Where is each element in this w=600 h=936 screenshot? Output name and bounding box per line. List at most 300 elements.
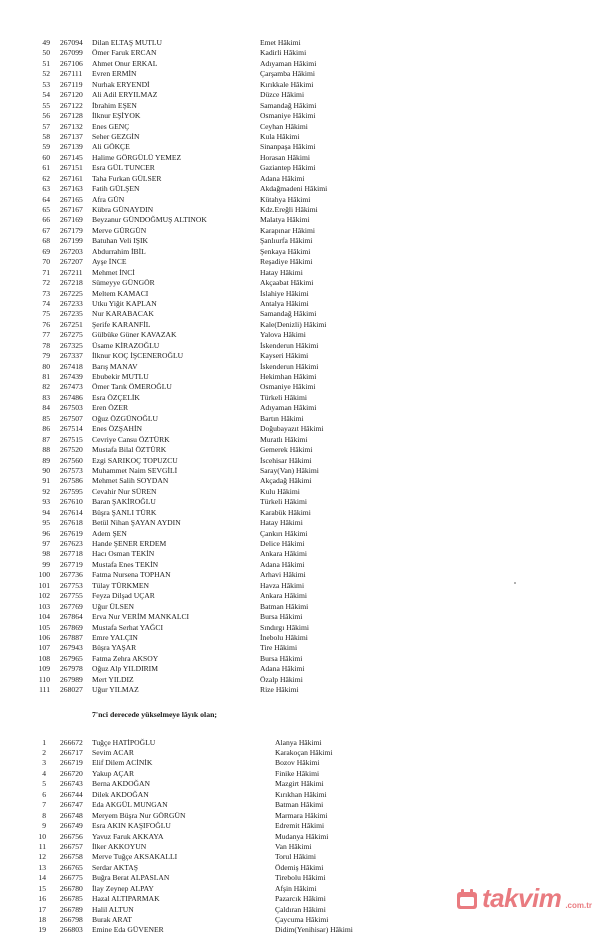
registry-number: 267137 xyxy=(60,131,83,141)
assigned-court: Batman Hâkimi xyxy=(275,800,324,810)
judge-name: Taha Furkan GÜLSER xyxy=(92,173,162,183)
judge-name: Halime GÖRGÜLÜ YEMEZ xyxy=(92,152,182,162)
row-number: 93 xyxy=(42,497,50,507)
registry-number: 266775 xyxy=(60,873,83,883)
judge-name: Abdurrahim İBİL xyxy=(92,246,146,256)
judge-name: Tülay TÜRKMEN xyxy=(92,580,150,590)
list-row xyxy=(0,456,600,466)
scan-speck xyxy=(514,582,516,584)
assigned-court: Bozov Hâkimi xyxy=(275,758,320,768)
registry-number: 267122 xyxy=(60,100,83,110)
row-number: 14 xyxy=(38,873,46,883)
document-page xyxy=(0,38,600,936)
row-number: 97 xyxy=(42,539,50,548)
list-row xyxy=(0,487,600,497)
assigned-court: Kütahya Hâkimi xyxy=(260,194,311,204)
registry-number: 267619 xyxy=(60,528,83,538)
watermark-suffix: .com.tr xyxy=(565,901,592,910)
judge-name: Fatma Nursena TOPHAN xyxy=(92,570,171,580)
judge-name: Kübra GÜNAYDIN xyxy=(92,205,154,214)
judge-name: Evren ERMİN xyxy=(92,69,137,79)
judge-name: Hacı Osman TEKİN xyxy=(92,549,155,559)
assigned-court: Karakoçan Hâkimi xyxy=(275,748,333,757)
assigned-court: Türkeli Hâkimi xyxy=(260,392,308,402)
judge-name: Büşra ŞANLI TÜRK xyxy=(92,507,157,517)
judge-name: Gülbüke Güner KAVAZAK xyxy=(92,330,177,340)
registry-number: 267128 xyxy=(60,111,83,121)
judge-name: Oğuz Alp YILDIRIM xyxy=(92,664,158,674)
list-row xyxy=(0,497,600,507)
assigned-court: Adana Hâkimi xyxy=(260,664,305,674)
list-row xyxy=(0,236,600,246)
row-number: 81 xyxy=(42,372,50,381)
judge-name: İlay Zeynep ALPAY xyxy=(92,883,154,893)
list-row xyxy=(0,811,600,821)
row-number: 9 xyxy=(42,821,46,831)
row-number: 72 xyxy=(42,278,50,288)
judge-name: Batuhan Veli IŞIK xyxy=(92,236,148,246)
registry-number: 267203 xyxy=(60,246,83,256)
row-number: 92 xyxy=(42,486,50,496)
registry-number: 267139 xyxy=(60,142,83,152)
judge-name: Erva Nur VERİM MANKALCI xyxy=(92,612,190,622)
list-row xyxy=(0,268,600,278)
judge-name: Meryem Büşra Nur GÖRGÜN xyxy=(92,810,186,820)
assigned-court: Adana Hâkimi xyxy=(260,173,305,183)
row-number: 15 xyxy=(38,883,46,893)
list-row xyxy=(0,80,600,90)
assigned-court: Kırıkkale Hâkimi xyxy=(260,79,314,89)
list-row xyxy=(0,633,600,643)
row-number: 54 xyxy=(42,90,50,100)
list-row xyxy=(0,424,600,434)
assigned-court: Horasan Hâkimi xyxy=(260,152,310,162)
registry-number: 267218 xyxy=(60,278,83,288)
row-number: 13 xyxy=(38,862,46,872)
assigned-court: Didim(Yenihisar) Hâkimi xyxy=(275,925,353,935)
assigned-court: Karapınar Hâkimi xyxy=(260,225,316,235)
assigned-court: Doğubayazıt Hâkimi xyxy=(260,424,324,434)
assigned-court: İslahiye Hâkimi xyxy=(260,288,309,298)
judge-name: Barış MANAV xyxy=(92,361,138,371)
assigned-court: Rize Hâkimi xyxy=(260,685,299,695)
registry-number: 267161 xyxy=(60,173,83,183)
row-number: 109 xyxy=(38,664,50,674)
assigned-court: Kayseri Hâkimi xyxy=(260,351,309,361)
list-row xyxy=(0,278,600,288)
assigned-court: Hatay Hâkimi xyxy=(260,267,303,277)
registry-number: 267211 xyxy=(60,267,83,277)
list-row xyxy=(0,623,600,633)
judge-name: Sevim ACAR xyxy=(92,748,134,757)
list-row xyxy=(0,915,600,925)
list-row xyxy=(0,38,600,48)
assigned-court: Adıyaman Hâkimi xyxy=(260,58,317,68)
registry-number: 267718 xyxy=(60,549,83,559)
list-row xyxy=(0,362,600,372)
row-number: 19 xyxy=(38,925,46,935)
assigned-court: Havza Hâkimi xyxy=(260,580,305,590)
registry-number: 267167 xyxy=(60,205,83,214)
list-row xyxy=(0,309,600,319)
assigned-court: İskenderun Hâkimi xyxy=(260,340,319,350)
judge-name: Muhammet Naim SEVGİLİ xyxy=(92,465,178,475)
row-number: 11 xyxy=(38,841,46,851)
list-row xyxy=(0,738,600,748)
registry-number: 267179 xyxy=(60,225,83,235)
assigned-court: Adıyaman Hâkimi xyxy=(260,403,317,413)
row-number: 55 xyxy=(42,100,50,110)
judge-name: Tuğçe HATİPOĞLU xyxy=(92,737,156,747)
assigned-court: Gaziantep Hâkimi xyxy=(260,163,316,173)
list-row xyxy=(0,132,600,142)
assigned-court: Kdz.Ereğli Hâkimi xyxy=(260,205,318,214)
registry-number: 267151 xyxy=(60,163,83,173)
row-number: 4 xyxy=(42,768,46,778)
list-row xyxy=(0,539,600,549)
assigned-court: Düzce Hâkimi xyxy=(260,90,305,100)
registry-number: 267275 xyxy=(60,330,83,340)
assigned-court: Bartın Hâkimi xyxy=(260,413,304,423)
row-number: 17 xyxy=(38,904,46,914)
assigned-court: Samandağ Hâkimi xyxy=(260,100,317,110)
list-row xyxy=(0,59,600,69)
registry-number: 267163 xyxy=(60,184,83,194)
judge-name: Burak ARAT xyxy=(92,915,132,924)
list-row xyxy=(0,758,600,768)
list-row xyxy=(0,257,600,267)
list-row xyxy=(0,69,600,79)
judge-name: Ebubekir MUTLU xyxy=(92,372,149,381)
judge-name: Eren ÖZER xyxy=(92,403,129,413)
row-number: 2 xyxy=(42,748,46,757)
assigned-court: Pazarcık Hâkimi xyxy=(275,894,326,904)
judge-name: Merve Tuğçe AKSAKALLI xyxy=(92,852,178,862)
list-row xyxy=(0,842,600,852)
list-row xyxy=(0,48,600,58)
row-number: 111 xyxy=(39,685,50,695)
row-number: 99 xyxy=(42,559,50,569)
row-number: 53 xyxy=(42,79,50,89)
list-row xyxy=(0,643,600,653)
row-number: 79 xyxy=(42,351,50,361)
list-row xyxy=(0,341,600,351)
registry-number: 267507 xyxy=(60,413,83,423)
list-row xyxy=(0,299,600,309)
registry-number: 267755 xyxy=(60,591,83,601)
list-row xyxy=(0,153,600,163)
row-number: 105 xyxy=(38,622,50,632)
row-number: 52 xyxy=(42,69,50,79)
registry-number: 266757 xyxy=(60,841,83,851)
registry-number: 267418 xyxy=(60,361,83,371)
judge-name: Fatma Zehra AKSOY xyxy=(92,653,159,663)
assigned-court: Reşadiye Hâkimi xyxy=(260,257,313,267)
assigned-court: Emet Hâkimi xyxy=(260,38,301,47)
registry-number: 267719 xyxy=(60,559,83,569)
assigned-court: Saray(Van) Hâkimi xyxy=(260,465,319,475)
row-number: 50 xyxy=(42,48,50,58)
list-row xyxy=(0,654,600,664)
row-number: 12 xyxy=(38,852,46,862)
section-heading: 7'nci derecede yükselmeye lâyık olan; xyxy=(92,709,218,719)
list-row xyxy=(0,247,600,257)
list-row xyxy=(0,226,600,236)
registry-number: 267207 xyxy=(60,257,83,267)
row-number: 104 xyxy=(38,612,50,622)
registry-number: 267586 xyxy=(60,476,83,486)
judge-name: Utku Yiğit KAPLAN xyxy=(92,298,157,308)
list-row xyxy=(0,122,600,132)
assigned-court: Kırıkhan Hâkimi xyxy=(275,789,327,799)
judge-name: Ezgi SARIKOÇ TOPUZCU xyxy=(92,455,178,465)
list-row xyxy=(0,779,600,789)
assigned-court: Batman Hâkimi xyxy=(260,601,309,611)
row-number: 62 xyxy=(42,173,50,183)
row-number: 107 xyxy=(38,643,50,653)
registry-number: 266780 xyxy=(60,883,83,893)
row-number: 66 xyxy=(42,215,50,225)
assigned-court: Hatay Hâkimi xyxy=(260,518,303,528)
assigned-court: Mudanya Hâkimi xyxy=(275,831,329,841)
registry-number: 267225 xyxy=(60,288,83,298)
list-row xyxy=(0,518,600,528)
judge-name: Hazal ALTIPARMAK xyxy=(92,894,160,904)
assigned-court: Tirebolu Hâkimi xyxy=(275,873,326,883)
registry-number: 266749 xyxy=(60,821,83,831)
assigned-court: Şenkaya Hâkimi xyxy=(260,246,311,256)
row-number: 75 xyxy=(42,309,50,319)
row-number: 63 xyxy=(42,184,50,194)
registry-number: 267199 xyxy=(60,236,83,246)
row-number: 91 xyxy=(42,476,50,486)
registry-number: 267251 xyxy=(60,319,83,329)
list-row xyxy=(0,602,600,612)
list-row xyxy=(0,529,600,539)
list-row xyxy=(0,111,600,121)
judge-name: Mustafa Serhat YAĞCI xyxy=(92,622,164,632)
registry-number: 267099 xyxy=(60,48,83,58)
registry-number: 267864 xyxy=(60,612,83,622)
row-number: 86 xyxy=(42,424,50,434)
judge-name: İlknur EŞİYOK xyxy=(92,111,141,121)
registry-number: 267169 xyxy=(60,215,83,225)
registry-number: 267887 xyxy=(60,632,83,642)
list-row xyxy=(0,351,600,361)
judge-name: Esra AKIN KAŞIFOĞLU xyxy=(92,821,171,831)
row-number: 96 xyxy=(42,528,50,538)
registry-number: 267736 xyxy=(60,570,83,580)
registry-number: 267486 xyxy=(60,392,83,402)
row-number: 49 xyxy=(42,38,50,47)
row-number: 80 xyxy=(42,361,50,371)
list-row xyxy=(0,195,600,205)
registry-number: 267614 xyxy=(60,507,83,517)
list-row xyxy=(0,215,600,225)
row-number: 84 xyxy=(42,403,50,413)
row-number: 7 xyxy=(42,800,46,810)
judge-name: Sümeyye GÜNGÖR xyxy=(92,278,155,288)
list-row xyxy=(0,476,600,486)
assigned-court: Sındırgı Hâkimi xyxy=(260,622,310,632)
judge-name: Meltem KAMACI xyxy=(92,288,149,298)
list-row xyxy=(0,790,600,800)
list-row xyxy=(0,184,600,194)
registry-number: 267610 xyxy=(60,497,83,507)
list-row xyxy=(0,205,600,215)
assigned-court: Hekimhan Hâkimi xyxy=(260,372,317,381)
assigned-court: Akçadağ Hâkimi xyxy=(260,476,312,486)
registry-number: 266803 xyxy=(60,925,83,935)
row-number: 94 xyxy=(42,507,50,517)
list-row xyxy=(0,466,600,476)
judge-name: Uğur YILMAZ xyxy=(92,685,139,695)
registry-number: 267769 xyxy=(60,601,83,611)
assigned-court: Gemerek Hâkimi xyxy=(260,445,313,455)
registry-number: 267943 xyxy=(60,643,83,653)
assigned-court: Edremit Hâkimi xyxy=(275,821,325,831)
assigned-court: Bursa Hâkimi xyxy=(260,612,303,622)
row-number: 65 xyxy=(42,205,50,214)
registry-number: 266758 xyxy=(60,852,83,862)
list-row xyxy=(0,372,600,382)
assigned-court: Kadirli Hâkimi xyxy=(260,48,307,58)
registry-number: 267473 xyxy=(60,382,83,392)
list-row xyxy=(0,685,600,695)
assigned-court: Delice Hâkimi xyxy=(260,539,305,548)
registry-number: 267560 xyxy=(60,455,83,465)
assigned-court: İskenderun Hâkimi xyxy=(260,361,319,371)
judge-name: Nur KARABACAK xyxy=(92,309,154,319)
row-number: 1 xyxy=(42,737,46,747)
assigned-court: Kale(Denizli) Hâkimi xyxy=(260,319,327,329)
assigned-court: Alanya Hâkimi xyxy=(275,737,322,747)
judge-name: Adem ŞEN xyxy=(92,528,127,538)
list-row xyxy=(0,549,600,559)
registry-number: 267120 xyxy=(60,90,83,100)
appointment-list-part1 xyxy=(0,38,600,696)
list-row xyxy=(0,142,600,152)
judge-name: Dilan ELTAŞ MUTLU xyxy=(92,38,162,47)
takvim-logo-icon xyxy=(456,888,478,910)
row-number: 78 xyxy=(42,340,50,350)
row-number: 16 xyxy=(38,894,46,904)
assigned-court: Kula Hâkimi xyxy=(260,131,300,141)
registry-number: 266785 xyxy=(60,894,83,904)
judge-name: Mehmet Salih SOYDAN xyxy=(92,476,169,486)
assigned-court: Çankırı Hâkimi xyxy=(260,528,308,538)
assigned-court: Bursa Hâkimi xyxy=(260,653,303,663)
registry-number: 267595 xyxy=(60,486,83,496)
list-row xyxy=(0,435,600,445)
registry-number: 266765 xyxy=(60,862,83,872)
judge-name: Elif Dilem ACİNİK xyxy=(92,758,153,768)
assigned-court: Antalya Hâkimi xyxy=(260,298,309,308)
assigned-court: Akçaabat Hâkimi xyxy=(260,278,314,288)
judge-name: Halil ALTUN xyxy=(92,904,134,914)
assigned-court: Arhavi Hâkimi xyxy=(260,570,306,580)
row-number: 18 xyxy=(38,915,46,924)
row-number: 6 xyxy=(42,789,46,799)
list-row xyxy=(0,581,600,591)
row-number: 110 xyxy=(38,674,50,684)
list-row xyxy=(0,403,600,413)
judge-name: İlknur KOÇ İŞCENEROĞLU xyxy=(92,351,184,361)
row-number: 70 xyxy=(42,257,50,267)
registry-number: 268027 xyxy=(60,685,83,695)
judge-name: Mustafa Bilal ÖZTÜRK xyxy=(92,445,167,455)
list-row xyxy=(0,289,600,299)
row-number: 56 xyxy=(42,111,50,121)
judge-name: Betül Nihan ŞAYAN AYDIN xyxy=(92,518,181,528)
judge-name: Berna AKDOĞAN xyxy=(92,779,150,789)
list-row xyxy=(0,570,600,580)
list-row xyxy=(0,821,600,831)
registry-number: 266798 xyxy=(60,915,83,924)
registry-number: 267978 xyxy=(60,664,83,674)
registry-number: 267989 xyxy=(60,674,83,684)
row-number: 101 xyxy=(38,580,50,590)
list-row xyxy=(0,863,600,873)
judge-name: Baran ŞAKİROĞLU xyxy=(92,497,156,507)
list-row xyxy=(0,664,600,674)
list-row xyxy=(0,445,600,455)
registry-number: 267618 xyxy=(60,518,83,528)
registry-number: 267325 xyxy=(60,340,83,350)
registry-number: 266717 xyxy=(60,748,83,757)
judge-name: Yakup AÇAR xyxy=(92,768,135,778)
assigned-court: Marmara Hâkimi xyxy=(275,810,328,820)
list-row xyxy=(0,852,600,862)
list-row xyxy=(0,393,600,403)
judge-name: Afra GÜN xyxy=(92,194,125,204)
judge-name: Mehmet İNCİ xyxy=(92,267,135,277)
registry-number: 267165 xyxy=(60,194,83,204)
row-number: 51 xyxy=(42,58,50,68)
registry-number: 266743 xyxy=(60,779,83,789)
judge-name: Uğur ÜLSEN xyxy=(92,601,134,611)
list-row xyxy=(0,414,600,424)
row-number: 69 xyxy=(42,246,50,256)
judge-name: Ömer Tarık ÖMEROĞLU xyxy=(92,382,172,392)
judge-name: Esra ÖZÇELİK xyxy=(92,392,140,402)
row-number: 98 xyxy=(42,549,50,559)
list-row xyxy=(0,748,600,758)
registry-number: 266744 xyxy=(60,789,83,799)
row-number: 90 xyxy=(42,465,50,475)
assigned-court: Muratlı Hâkimi xyxy=(260,434,308,444)
judge-name: Seher GEZGİN xyxy=(92,131,140,141)
row-number: 76 xyxy=(42,319,50,329)
judge-name: Nurhak ERYENDİ xyxy=(92,79,150,89)
list-row xyxy=(0,320,600,330)
assigned-court: Osmaniye Hâkimi xyxy=(260,111,316,121)
judge-name: Yavuz Faruk AKKAYA xyxy=(92,831,164,841)
registry-number: 266672 xyxy=(60,737,83,747)
assigned-court: İnebolu Hâkimi xyxy=(260,632,308,642)
list-row xyxy=(0,90,600,100)
row-number: 64 xyxy=(42,194,50,204)
judge-name: İlker AKKOYUN xyxy=(92,841,147,851)
registry-number: 266747 xyxy=(60,800,83,810)
list-row xyxy=(0,769,600,779)
registry-number: 267503 xyxy=(60,403,83,413)
assigned-court: Akdağmadeni Hâkimi xyxy=(260,184,328,194)
registry-number: 267132 xyxy=(60,121,83,131)
judge-name: Ali Adil ERYILMAZ xyxy=(92,90,158,100)
assigned-court: Osmaniye Hâkimi xyxy=(260,382,316,392)
list-row xyxy=(0,508,600,518)
